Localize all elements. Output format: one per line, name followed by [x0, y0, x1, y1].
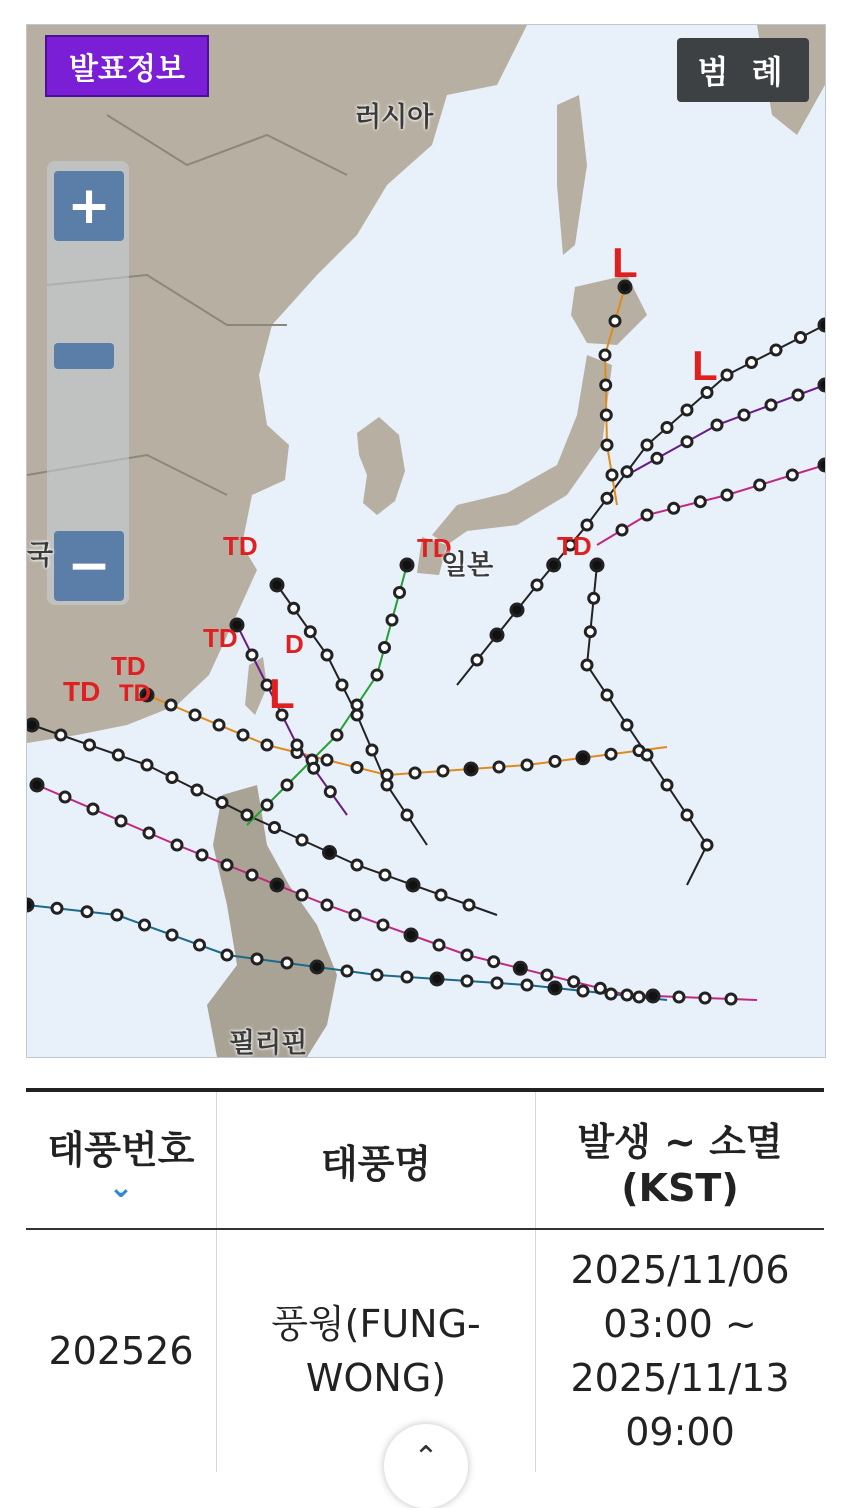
track-point — [172, 840, 182, 850]
track-point — [434, 940, 444, 950]
zoom-in-button[interactable]: + — [54, 171, 124, 241]
track-point — [462, 950, 472, 960]
period-line3: 2025/11/13 — [570, 1356, 790, 1400]
track-point — [438, 766, 448, 776]
track-point — [401, 559, 413, 571]
track-point — [662, 780, 672, 790]
track-point — [682, 810, 692, 820]
track-point — [819, 459, 825, 471]
track-point — [591, 559, 603, 571]
track-point — [606, 989, 616, 999]
track-point — [622, 990, 632, 1000]
track-point — [522, 980, 532, 990]
track-point — [610, 316, 620, 326]
track-point — [282, 958, 292, 968]
track-point — [472, 655, 482, 665]
track-point — [242, 810, 252, 820]
track-point — [195, 940, 205, 950]
track-point — [31, 779, 43, 791]
track-point — [247, 870, 257, 880]
track-point — [190, 710, 200, 720]
track-point — [793, 390, 803, 400]
track-point — [617, 525, 627, 535]
track-point — [309, 763, 319, 773]
track-point — [85, 740, 95, 750]
track-point — [766, 400, 776, 410]
low-marker: L — [269, 670, 295, 717]
table-header-row — [26, 1090, 824, 1229]
track-point — [819, 319, 825, 331]
label-philippines: 필리핀 — [229, 1028, 308, 1058]
track-point — [622, 467, 632, 477]
track-point — [395, 588, 405, 598]
header-period-line1: 발생 ~ 소멸 — [577, 1119, 783, 1164]
track-point — [514, 962, 526, 974]
track-point — [222, 950, 232, 960]
track-point — [82, 907, 92, 917]
track-point — [297, 835, 307, 845]
track-point — [337, 680, 347, 690]
track-point — [342, 966, 352, 976]
period-line2: 03:00 ~ — [603, 1302, 757, 1346]
track-point — [271, 579, 283, 591]
track-point — [642, 440, 652, 450]
track-point — [372, 970, 382, 980]
track-point — [247, 650, 257, 660]
zoom-out-button[interactable]: − — [54, 531, 124, 601]
track-point — [585, 627, 595, 637]
track-point — [582, 660, 592, 670]
chevron-down-icon[interactable]: ⌄ — [108, 1169, 134, 1205]
td-marker: D — [285, 629, 304, 659]
track-point — [322, 755, 332, 765]
typhoon-track-map[interactable] — [26, 24, 826, 1058]
track-point — [695, 497, 705, 507]
legend-button[interactable]: 범 례 — [677, 38, 809, 102]
track-point — [601, 380, 611, 390]
cell-typhoon-name[interactable] — [217, 1229, 536, 1472]
track-point — [262, 800, 272, 810]
track-point — [262, 740, 272, 750]
track-point — [372, 670, 382, 680]
td-marker: TD — [111, 651, 146, 681]
track-point — [819, 379, 825, 391]
track-point — [522, 760, 532, 770]
track-point — [352, 860, 362, 870]
track-point — [289, 603, 299, 613]
track-point — [352, 763, 362, 773]
track-point — [271, 879, 283, 891]
track-point — [589, 593, 599, 603]
period-line1: 2025/11/06 — [570, 1248, 790, 1292]
track-point — [402, 972, 412, 982]
track-point — [602, 493, 612, 503]
track-point — [634, 992, 644, 1002]
track-point — [549, 982, 561, 994]
track-point — [380, 870, 390, 880]
header-period-line2: (KST) — [621, 1165, 739, 1210]
track-point — [324, 847, 336, 859]
td-marker: TD — [119, 680, 151, 707]
low-marker: L — [692, 342, 718, 389]
track-point — [601, 410, 611, 420]
track-point — [542, 970, 552, 980]
track-point — [222, 860, 232, 870]
track-point — [607, 470, 617, 480]
name-line1: 풍웡(FUNG- — [271, 1302, 481, 1346]
track-point — [726, 994, 736, 1004]
track-point — [532, 580, 542, 590]
track-point — [88, 804, 98, 814]
track-point — [577, 752, 589, 764]
track-point — [595, 983, 605, 993]
track-point — [252, 954, 262, 964]
track-point — [297, 890, 307, 900]
track-point — [167, 930, 177, 940]
track-point — [292, 740, 302, 750]
track-point — [787, 470, 797, 480]
track-point — [722, 370, 732, 380]
track-point — [282, 780, 292, 790]
track-point — [382, 780, 392, 790]
track-point — [402, 810, 412, 820]
track-point — [747, 358, 757, 368]
track-point — [465, 763, 477, 775]
track-point — [144, 828, 154, 838]
track-point — [322, 650, 332, 660]
td-marker: TD — [203, 623, 238, 653]
track-point — [569, 977, 579, 987]
scroll-top-button[interactable] — [384, 1424, 468, 1508]
track-point — [771, 345, 781, 355]
track-point — [56, 730, 66, 740]
track-point — [600, 350, 610, 360]
track-point — [492, 978, 502, 988]
track-point — [464, 900, 474, 910]
track-point — [238, 730, 248, 740]
track-point — [113, 750, 123, 760]
track-point — [642, 750, 652, 760]
cell-period — [536, 1229, 825, 1472]
track-point — [192, 785, 202, 795]
track-point — [431, 973, 443, 985]
header-typhoon-name: 태풍명 — [217, 1090, 536, 1229]
track-point — [367, 745, 377, 755]
track-point — [702, 388, 712, 398]
track-point — [739, 410, 749, 420]
track-point — [578, 986, 588, 996]
track-point — [352, 710, 362, 720]
track-point — [405, 929, 417, 941]
low-marker: L — [612, 239, 638, 286]
land-sakhalin — [557, 95, 587, 255]
track-point — [350, 910, 360, 920]
track-point — [642, 510, 652, 520]
track-point — [622, 720, 632, 730]
track-point — [602, 690, 612, 700]
track-point — [550, 756, 560, 766]
track-point — [511, 604, 523, 616]
track-point — [606, 749, 616, 759]
track-point — [494, 762, 504, 772]
track-point — [700, 993, 710, 1003]
label-china: 국 — [27, 540, 54, 571]
track-point — [462, 976, 472, 986]
track-point — [647, 990, 659, 1002]
track-point — [755, 480, 765, 490]
track-point — [491, 629, 503, 641]
track-point — [796, 333, 806, 343]
track-point — [436, 890, 446, 900]
track-point — [305, 627, 315, 637]
label-russia: 러시아 — [355, 102, 434, 133]
track-point — [702, 840, 712, 850]
label-japan: 일본 — [441, 550, 494, 581]
typhoon-table — [26, 1088, 824, 1472]
track-point — [142, 760, 152, 770]
cell-typhoon-number: 202526 — [48, 1329, 194, 1373]
track-point — [674, 992, 684, 1002]
header-typhoon-number[interactable] — [26, 1090, 217, 1229]
track-point — [387, 615, 397, 625]
track-point — [116, 816, 126, 826]
chevron-up-icon: ⌃ — [413, 1440, 439, 1475]
track-point — [682, 405, 692, 415]
track-point — [166, 700, 176, 710]
name-line2: WONG) — [305, 1356, 447, 1400]
header-number-label: 태풍번호 — [47, 1127, 195, 1172]
map-canvas — [27, 25, 825, 1057]
track-point — [140, 920, 150, 930]
announcement-info-button[interactable]: 발표정보 — [45, 35, 209, 97]
track-point — [270, 823, 280, 833]
track-point — [167, 773, 177, 783]
track-point — [662, 423, 672, 433]
zoom-slider-handle[interactable] — [54, 343, 114, 369]
track-point — [407, 879, 419, 891]
track-point — [712, 420, 722, 430]
land-honshu — [432, 355, 612, 545]
track-point — [669, 503, 679, 513]
track-point — [582, 520, 592, 530]
land-korea — [357, 417, 405, 515]
track-point — [52, 903, 62, 913]
track-point — [27, 899, 33, 911]
track-point — [60, 792, 70, 802]
track-point — [322, 900, 332, 910]
track-point — [722, 490, 732, 500]
track-point — [214, 720, 224, 730]
track-point — [602, 440, 612, 450]
td-marker: TD — [557, 531, 592, 561]
track-point — [197, 850, 207, 860]
track-point — [380, 643, 390, 653]
track-point — [652, 453, 662, 463]
td-marker: TD — [223, 531, 258, 561]
period-line4: 09:00 — [625, 1410, 735, 1454]
track-point — [27, 719, 38, 731]
td-marker: TD — [417, 533, 452, 563]
track-point — [682, 437, 692, 447]
track-point — [325, 787, 335, 797]
track-point — [489, 957, 499, 967]
track-point — [112, 910, 122, 920]
track-point — [332, 730, 342, 740]
header-period — [536, 1090, 825, 1229]
track-point — [378, 920, 388, 930]
track-point — [410, 768, 420, 778]
track-point — [311, 961, 323, 973]
track-point — [217, 798, 227, 808]
td-marker: TD — [63, 676, 101, 707]
